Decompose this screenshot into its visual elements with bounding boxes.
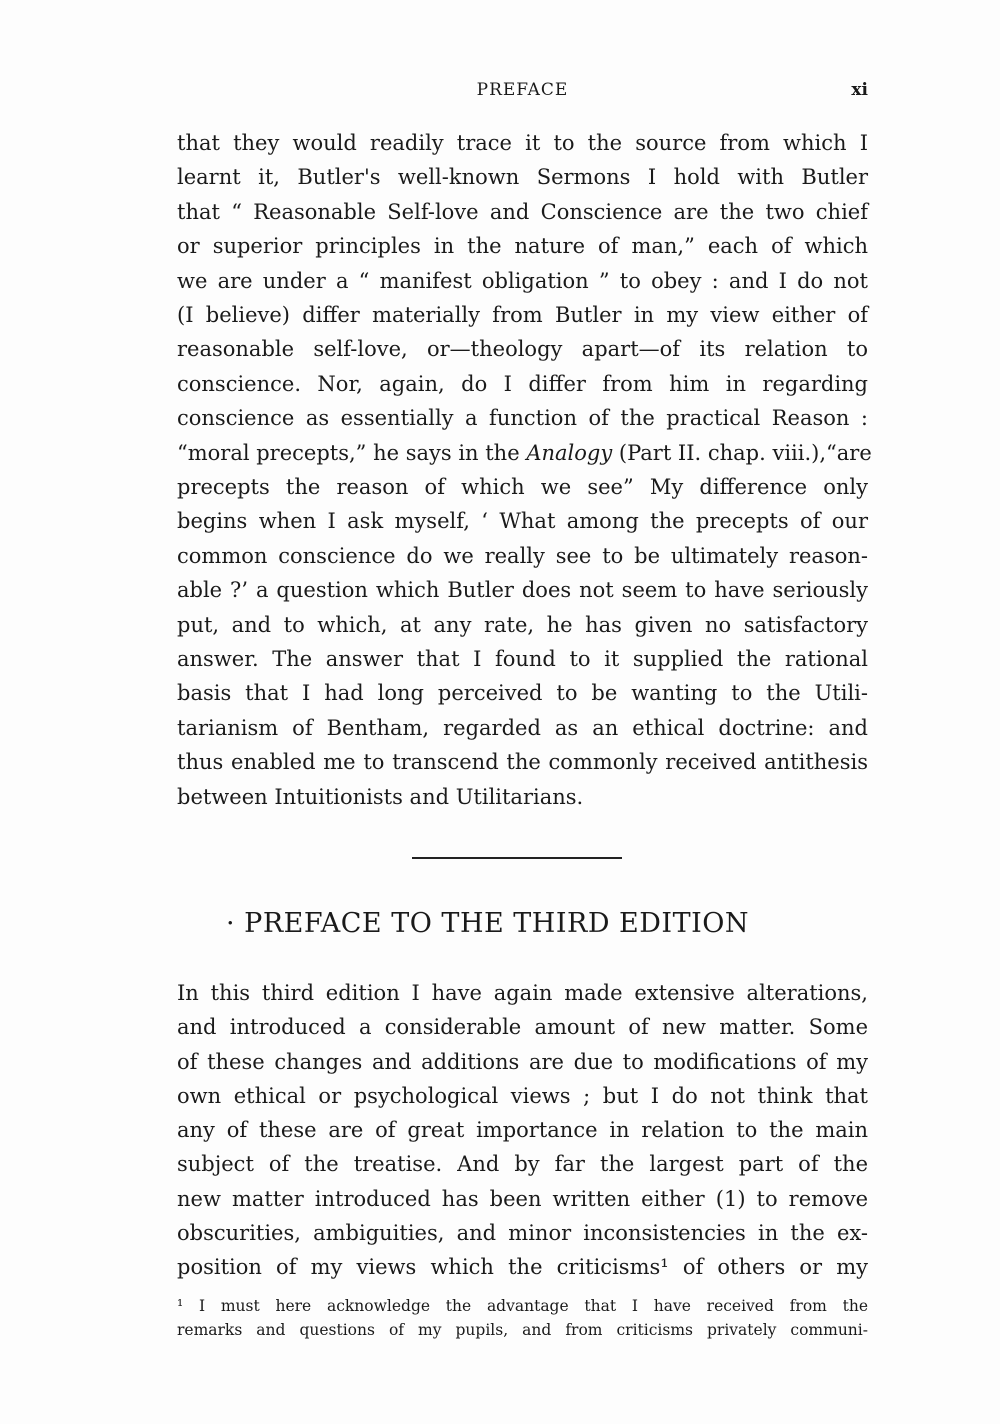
text-line: or superior principles in the nature of man,” each of which xyxy=(177,234,868,259)
text-line: “moral precepts,” he says in the Analogy (Part II. chap. viii.),“are xyxy=(177,440,872,465)
text-line: reasonable self-love, or—theology apart—of its relation to xyxy=(177,337,868,362)
text-line: and introduced a considerable amount of new matter. Some xyxy=(177,1015,868,1040)
text-line: begins when I ask myself, ‘ What among the precepts of our xyxy=(177,509,868,534)
text-line: obscurities, ambiguities, and minor inconsistencies in the ex- xyxy=(177,1220,868,1245)
section-heading: · PREFACE TO THE THIRD EDITION xyxy=(226,908,750,939)
text-line: tarianism of Bentham, regarded as an ethical doctrine: and xyxy=(177,715,868,740)
text-line: learnt it, Butler's well-known Sermons I hold with Butler xyxy=(177,165,868,190)
page-number: xi xyxy=(851,80,868,100)
book-title: Analogy xyxy=(526,440,613,465)
text-line: of these changes and additions are due to modifications of my xyxy=(177,1049,868,1074)
text-line: own ethical or psychological views ; but I do not think that xyxy=(177,1083,868,1108)
text-line: basis that I had long perceived to be wanting to the Utili- xyxy=(177,681,868,706)
text-line: answer. The answer that I found to it supplied the rational xyxy=(177,647,868,671)
text-line: we are under a “ manifest obligation ” to obey : and I do not xyxy=(177,268,868,293)
text-line: position of my views which the criticisms¹ of others or my xyxy=(177,1255,868,1279)
text-line: new matter introduced has been written either (1) to remove xyxy=(177,1186,868,1211)
footnote-line: ¹ I must here acknowledge the advantage that I have received from the xyxy=(177,1297,868,1315)
text-line: put, and to which, at any rate, he has given no satisfactory xyxy=(177,612,868,637)
text-line: that they would readily trace it to the source from which I xyxy=(177,131,868,155)
footnote-line: remarks and questions of my pupils, and from criticisms privately communi- xyxy=(177,1321,868,1339)
running-header xyxy=(177,80,868,106)
text-line: subject of the treatise. And by far the largest part of the xyxy=(177,1152,868,1177)
text-line: precepts the reason of which we see” My difference only xyxy=(177,475,868,499)
text-line: conscience. Nor, again, do I differ from him in regarding xyxy=(177,371,868,396)
text-line: that “ Reasonable Self-love and Conscience are the two chief xyxy=(177,199,868,224)
section-divider xyxy=(412,857,622,859)
text-line: able ?’ a question which Butler does not seem to have seriously xyxy=(177,578,868,603)
text-line: thus enabled me to transcend the commonly received antithesis xyxy=(177,750,868,775)
text-line: common conscience do we really see to be ultimately reason- xyxy=(177,543,868,568)
text-line: In this third edition I have again made extensive alterations, xyxy=(177,981,868,1005)
text-line: (I believe) differ materially from Butler in my view either of xyxy=(177,303,868,327)
text-line: conscience as essentially a function of the practical Reason : xyxy=(177,406,868,431)
text-line: between Intuitionists and Utilitarians. xyxy=(177,784,584,809)
text-line: any of these are of great importance in relation to the main xyxy=(177,1118,868,1142)
running-title: PREFACE xyxy=(476,80,569,100)
